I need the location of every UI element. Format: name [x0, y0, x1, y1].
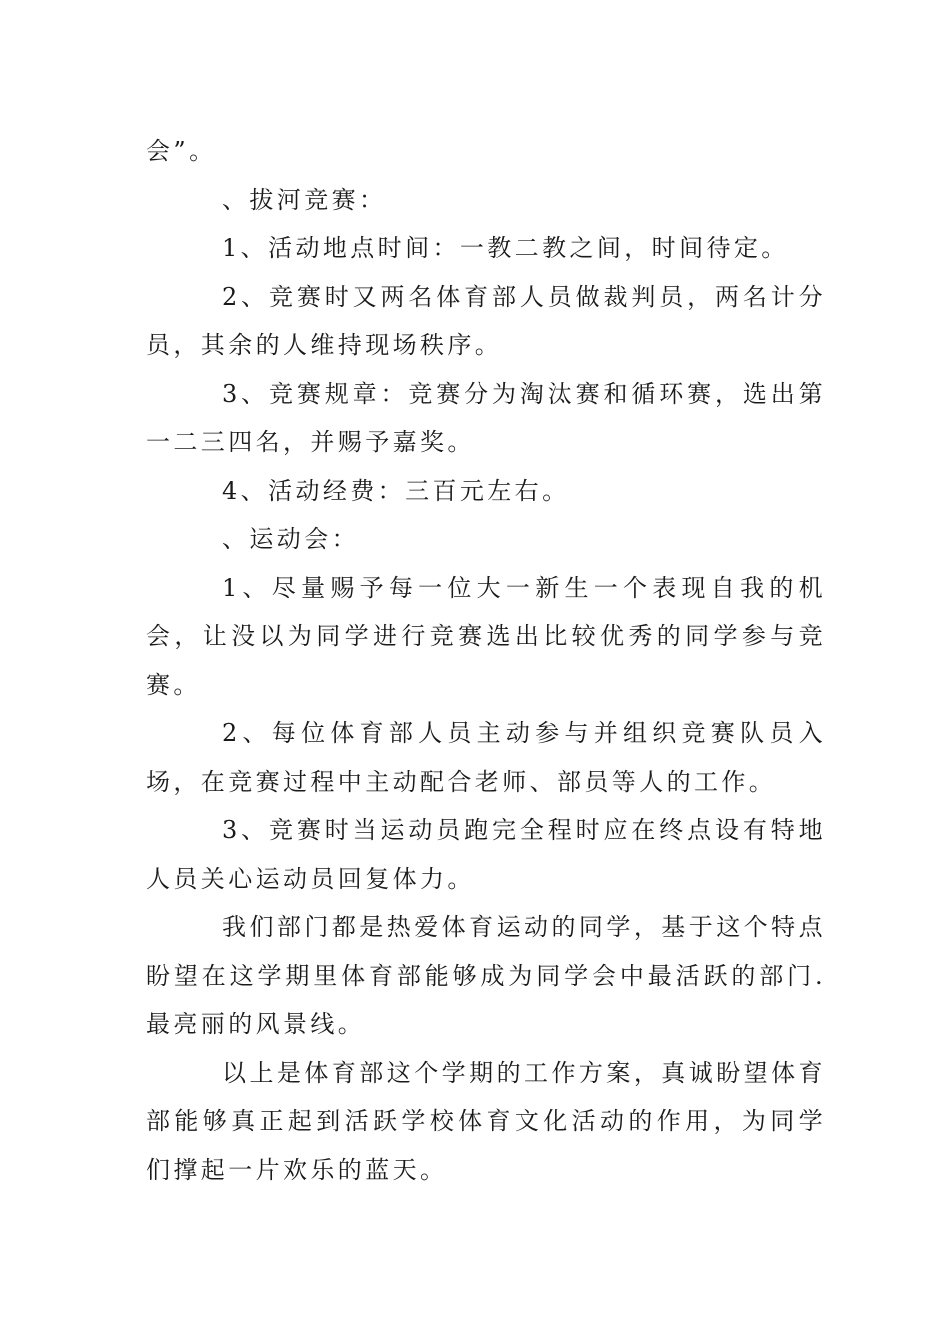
- paragraph-tug-budget: 4、活动经费：三百元左右。: [222, 476, 570, 505]
- paragraph-tug-referees: 2、竞赛时又两名体育部人员做裁判员，两名计分员，其余的人维持现场秩序。: [146, 282, 826, 359]
- document-body: [146, 127, 826, 1194]
- section-heading-sports-meet: 、运动会：: [222, 525, 359, 553]
- paragraph-tug-rules: 3、竞赛规章：竞赛分为淘汰赛和循环赛，选出第一二三四名，并赐予嘉奖。: [146, 379, 826, 456]
- paragraph-meet-recovery: 3、竞赛时当运动员跑完全程时应在终点设有特地人员关心运动员回复体力。: [146, 816, 826, 893]
- section-heading-tug-of-war: 、拔河竞赛：: [222, 185, 387, 214]
- paragraph-conclusion: 以上是体育部这个学期的工作方案，真诚盼望体育部能够真正起到活跃学校体育文化活动的作用，为同学们撑起一片欢乐的蓝天。: [146, 1058, 826, 1184]
- paragraph-meet-organize: 2、每位体育部人员主动参与并组织竞赛队员入场，在竞赛过程中主动配合老师、部员等人的工作。: [146, 719, 826, 796]
- paragraph-tug-location: 1、活动地点时间：一教二教之间，时间待定。: [222, 234, 789, 262]
- paragraph-department-hope: 我们部门都是热爱体育运动的同学，基于这个特点盼望在这学期里体育部能够成为同学会中最活跃的部门.最亮丽的风景线。: [146, 913, 826, 1038]
- paragraph-continuation: 会”。: [146, 137, 217, 165]
- paragraph-meet-opportunity: 1、尽量赐予每一位大一新生一个表现自我的机会，让没以为同学进行竞赛选出比较优秀的同学参与竞赛。: [146, 573, 826, 699]
